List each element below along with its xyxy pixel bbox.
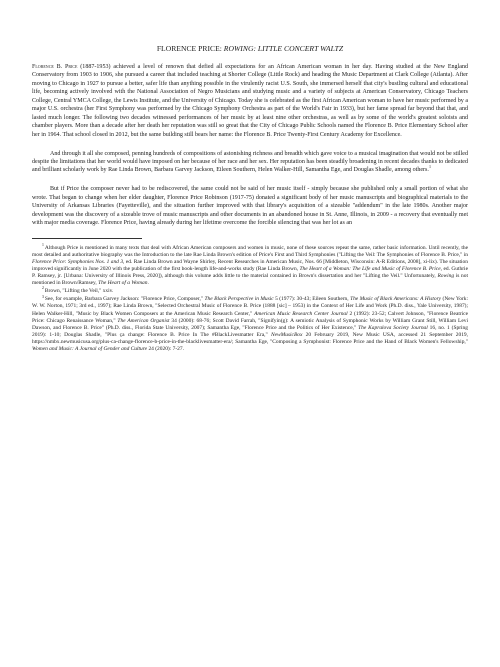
paragraph-3 <box>32 185 468 227</box>
title-italic: ROWING: LITTLE CONCERT WALTZ <box>223 44 344 53</box>
footnote-3-text-b: 5 (1977): 30-43; Eileen Southern, <box>273 296 351 303</box>
footnote-3-text-a: See, for example, Barbara Garvey Jackson: "Florence Price, Composer," <box>44 296 205 303</box>
footnote-3-title-e: The Kapralova Society Journal <box>358 324 428 331</box>
page-title <box>32 44 468 54</box>
footnote-3-title-f: NewMusicBox <box>271 331 303 338</box>
footnote-3-number: 3 <box>42 294 44 299</box>
footnote-1-text-d: is not mentioned in Brown/Ramsey, <box>32 272 469 286</box>
paragraph-1-lead: Florence B. Price <box>32 64 78 70</box>
footnote-3-text-g: 20 February 2019, New Music USA, accessed 21 September 2019, https://nmbx.newmusicusa.org/plus-ca-change-florence-b-price-in-the-blacklivesmatter-era/; Samantha Ege, "Composing a Symphonist: Florence Price and the Hand of Black Women's Fellowship," <box>32 331 469 345</box>
footnote-3-text-h: 24 (2020): 7-27. <box>147 345 184 352</box>
footnote-2 <box>32 288 468 295</box>
paragraph-1-text: (1887-1953) achieved a level of renown that defied all expectations for an African American woman in her day. Having studied at the New England Conservatory from 1903 to 1906, she pursued a career that included teaching at Shorter College (Little Rock) and heading the Music Department at Clark College (Atlanta). After moving to Chicago in 1927 to pursue a better, safer life than anything possible in the virulently racist U.S. South, she immersed herself that city's bustling cultural and educational life, becoming actively involved with the National Association of Negro Musicians and studying music and a variety of subjects at American Conservatory, Chicago Teachers College, Central YMCA College, the Lewis Institute, and the University of Chicago. Today she is celebrated as the first African American woman to have her music performed by a major U.S. orchestra (her First Symphony was performed by the Chicago Symphony Orchestra as part of the World's Fair in 1933), but her fame spread far beyond that that, and lasted much longer. The following two decades witnessed performances of her music by at least nine other orchestras, as well as by some of the world's greatest soloists and chamber players. More than a decade after her death her reputation was still so great that the City of Chicago Public Schools named the Florence B. Price Elementary School after her in 1964. That school closed in 2012, but the same building still bears her name: the Florence B. Price Twenty-First Century Academy for Excellence. <box>32 64 468 138</box>
paragraph-3-text: But if Price the composer never had to be rediscovered, the same could not be said of her music itself - simply because she published only a small portion of what she wrote. That began to change when her elder daughter, Florence Price Robinson (1917-75) donated a significant body of her music manuscripts and biographical materials to the University of Arkansas Libraries (Fayetteville), and the situation further improved with that library's acquisition of a sizeable "addendum" in the late 1980s. Another major development was the discovery of a sizeable trove of music manuscripts and other documents in an abandoned house in St. Anne, Illinois, in 2009 - a recovery that eventually met with major media coverage. Florence Price, having already during her lifetime overcome the forcible silencing that was her lot as an <box>32 186 468 227</box>
footnote-2-number: 2 <box>42 286 44 291</box>
footnote-3-title-c: American Music Research Center Journal <box>254 310 348 317</box>
footnote-3-title-g: Women and Music: A Journal of Gender and Culture <box>32 345 148 352</box>
footnote-ref-1[interactable]: 1 <box>428 164 431 170</box>
title-plain: FLORENCE PRICE: <box>156 44 224 53</box>
footnote-3-text-f: 16, no. 1 (Spring 2019): 1-10; Douglas Shadle, "Plus ça change: Florence B. Price In The #BlackLivesmatter Era," <box>32 324 468 338</box>
footnote-3-title-d: The American Organist <box>117 317 170 324</box>
footnote-3-title-b: The Music of Black Americans: A History <box>350 296 442 303</box>
paragraph-2 <box>32 150 468 175</box>
footnote-3-text-c: (New York: W. W. Norton, 1971; 3rd ed., 1997); Rae Linda Brown, "Selected Orchestral Music of Florence B. Price (1888 [sic] – 1953) in the Context of Her Life and Work (Ph.D. diss., Yale University, 1987); Helen Walker-Hill, "Music by Black Women Composers at the American Music Research Center," <box>32 296 468 317</box>
footnote-1-title-c: Rowing <box>437 272 455 279</box>
footnote-1-text-b: , ed. Rae Linda Brown and Wayne Shirley, Recent Researches in American Music, Nos. 66 [Middleton, Wisconsin: A-R Editions, 2008], xi-lix). The situation improved significantly in June 2020 with the publication of the first book-length life-and-works study (Rae Linda Brown, <box>32 258 468 272</box>
paragraph-1 <box>32 63 468 139</box>
footnote-3-text-d: 2 (1992): 23-52; Calvert Johnson, "Florence Beatrice Price: Chicago Renaissance Woman," <box>32 310 469 324</box>
footnote-1 <box>32 242 469 287</box>
footnote-1-title-b: The Heart of a Woman: The Life and Music of Florence B. Price <box>299 265 441 272</box>
footnotes <box>32 242 469 353</box>
footnote-1-number: 1 <box>42 242 44 247</box>
footnote-1-title-d: The Heart of a Woman <box>98 279 148 286</box>
footnote-3-text-e: 34 (2000): 68-76; Scott David Farrah, "Signifyin(g): A semiotic Analysis of Symphonic Works by William Grant Still, William Levi Dawson, and Florence B. Price" (Ph.D. diss., Florida State University, 2007); Samantha Ege, "Florence Price and the Politics of Her Existence," <box>32 317 468 331</box>
footnote-3 <box>32 296 468 352</box>
footnote-1-title-a: Florence Price: Symphonies Nos. 1 and 3 <box>32 258 124 265</box>
footnote-3-title-a: The Black Perspective in Music <box>204 296 274 303</box>
footnote-2-text: Brown, "Lifting the Veil," xxiv. <box>44 288 114 295</box>
paragraph-2-text: And through it all she composed, penning hundreds of compositions of astonishing richness and breadth which gave voice to a musical imagination that would not be stilled despite the limitations that her world would have imposed on her because of her race and her sex. Her reputation has been steadily broadening in recent decades thanks to dedicated and brilliant scholarly work by Rae Linda Brown, Barbara Garvey Jackson, Eileen Southern, Helen Walker-Hill, Samantha Ege, and Douglas Shadle, among others. <box>32 150 468 174</box>
footnote-1-text-a: Although Price is mentioned in many texts that deal with African American composers and women in music, none of these sources repeat the same, rather basic information. Until recently, the most detailed and authoritative biography was the Introduction to the late Rae Linda Brown's edition of Price's First and Third Symphonies ("Lifting the Veil: The Symphonies of Florence B. Price," in <box>32 244 468 258</box>
footnote-divider <box>32 238 142 239</box>
footnote-1-text-e: . <box>147 279 149 286</box>
footnote-1-text-c: , ed. Guthrie P. Ramsey, jr. [Urbana: University of Illinois Press, 2020]), although this volume adds little to the material contained in Brown's dissertation and her "Lifting the Veil." Unfortunately, <box>32 265 468 279</box>
document-page <box>32 44 468 354</box>
